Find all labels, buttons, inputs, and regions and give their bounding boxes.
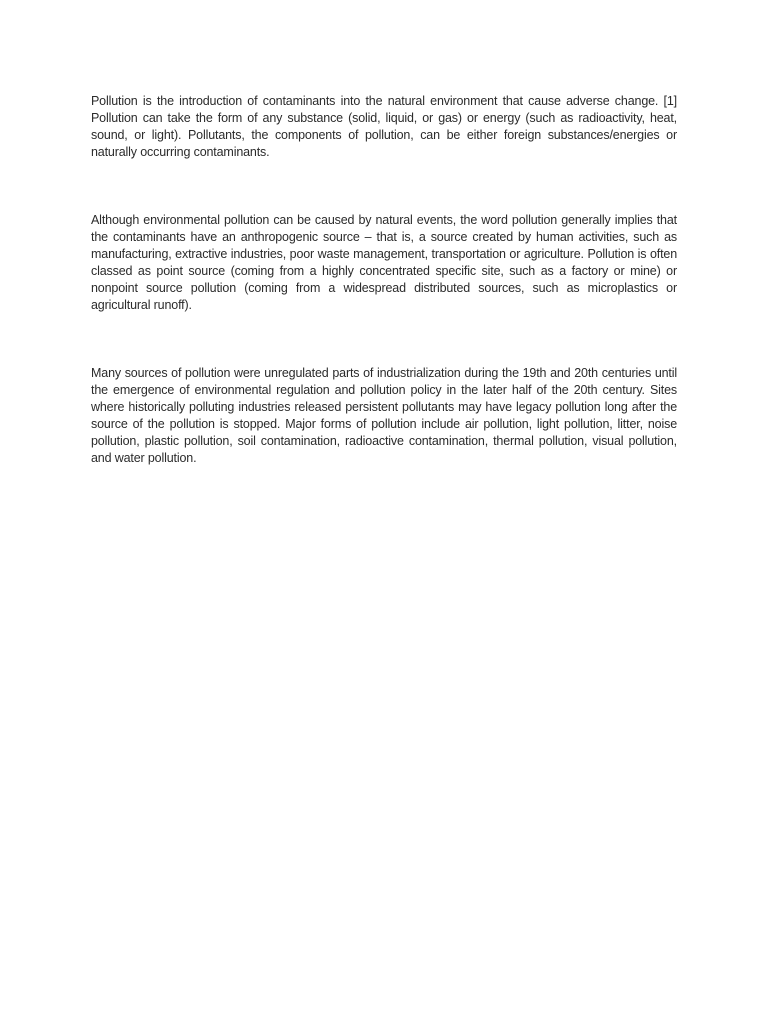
paragraph-pollution-definition: Pollution is the introduction of contaminants into the natural environment that cause adverse change. [1] Pollution can take the form of any substance (solid, liquid, or gas) or energy (such as radioactivity, heat, sound, or light). Pollutants, the components of pollution, can be either foreign substances/energies or naturally occurring contaminants. [91, 94, 677, 159]
document-body [91, 93, 677, 518]
paragraph-pollution-sources: Although environmental pollution can be caused by natural events, the word pollution generally implies that the contaminants have an anthropogenic source – that is, a source created by human activities, such as manufacturing, extractive industries, poor waste management, transportation or agriculture. Pollution is often classed as point source (coming from a highly concentrated specific site, such as a factory or mine) or nonpoint source pollution (coming from a widespread distributed sources, such as microplastics or agricultural runoff). [91, 213, 677, 312]
paragraph-pollution-history: Many sources of pollution were unregulated parts of industrialization during the 19th and 20th centuries until the emergence of environmental regulation and pollution policy in the later half of the 20th century. Sites where historically polluting industries released persistent pollutants may have legacy pollution long after the source of the pollution is stopped. Major forms of pollution include air pollution, light pollution, litter, noise pollution, plastic pollution, soil contamination, radioactive contamination, thermal pollution, visual pollution, and water pollution. [91, 366, 677, 465]
